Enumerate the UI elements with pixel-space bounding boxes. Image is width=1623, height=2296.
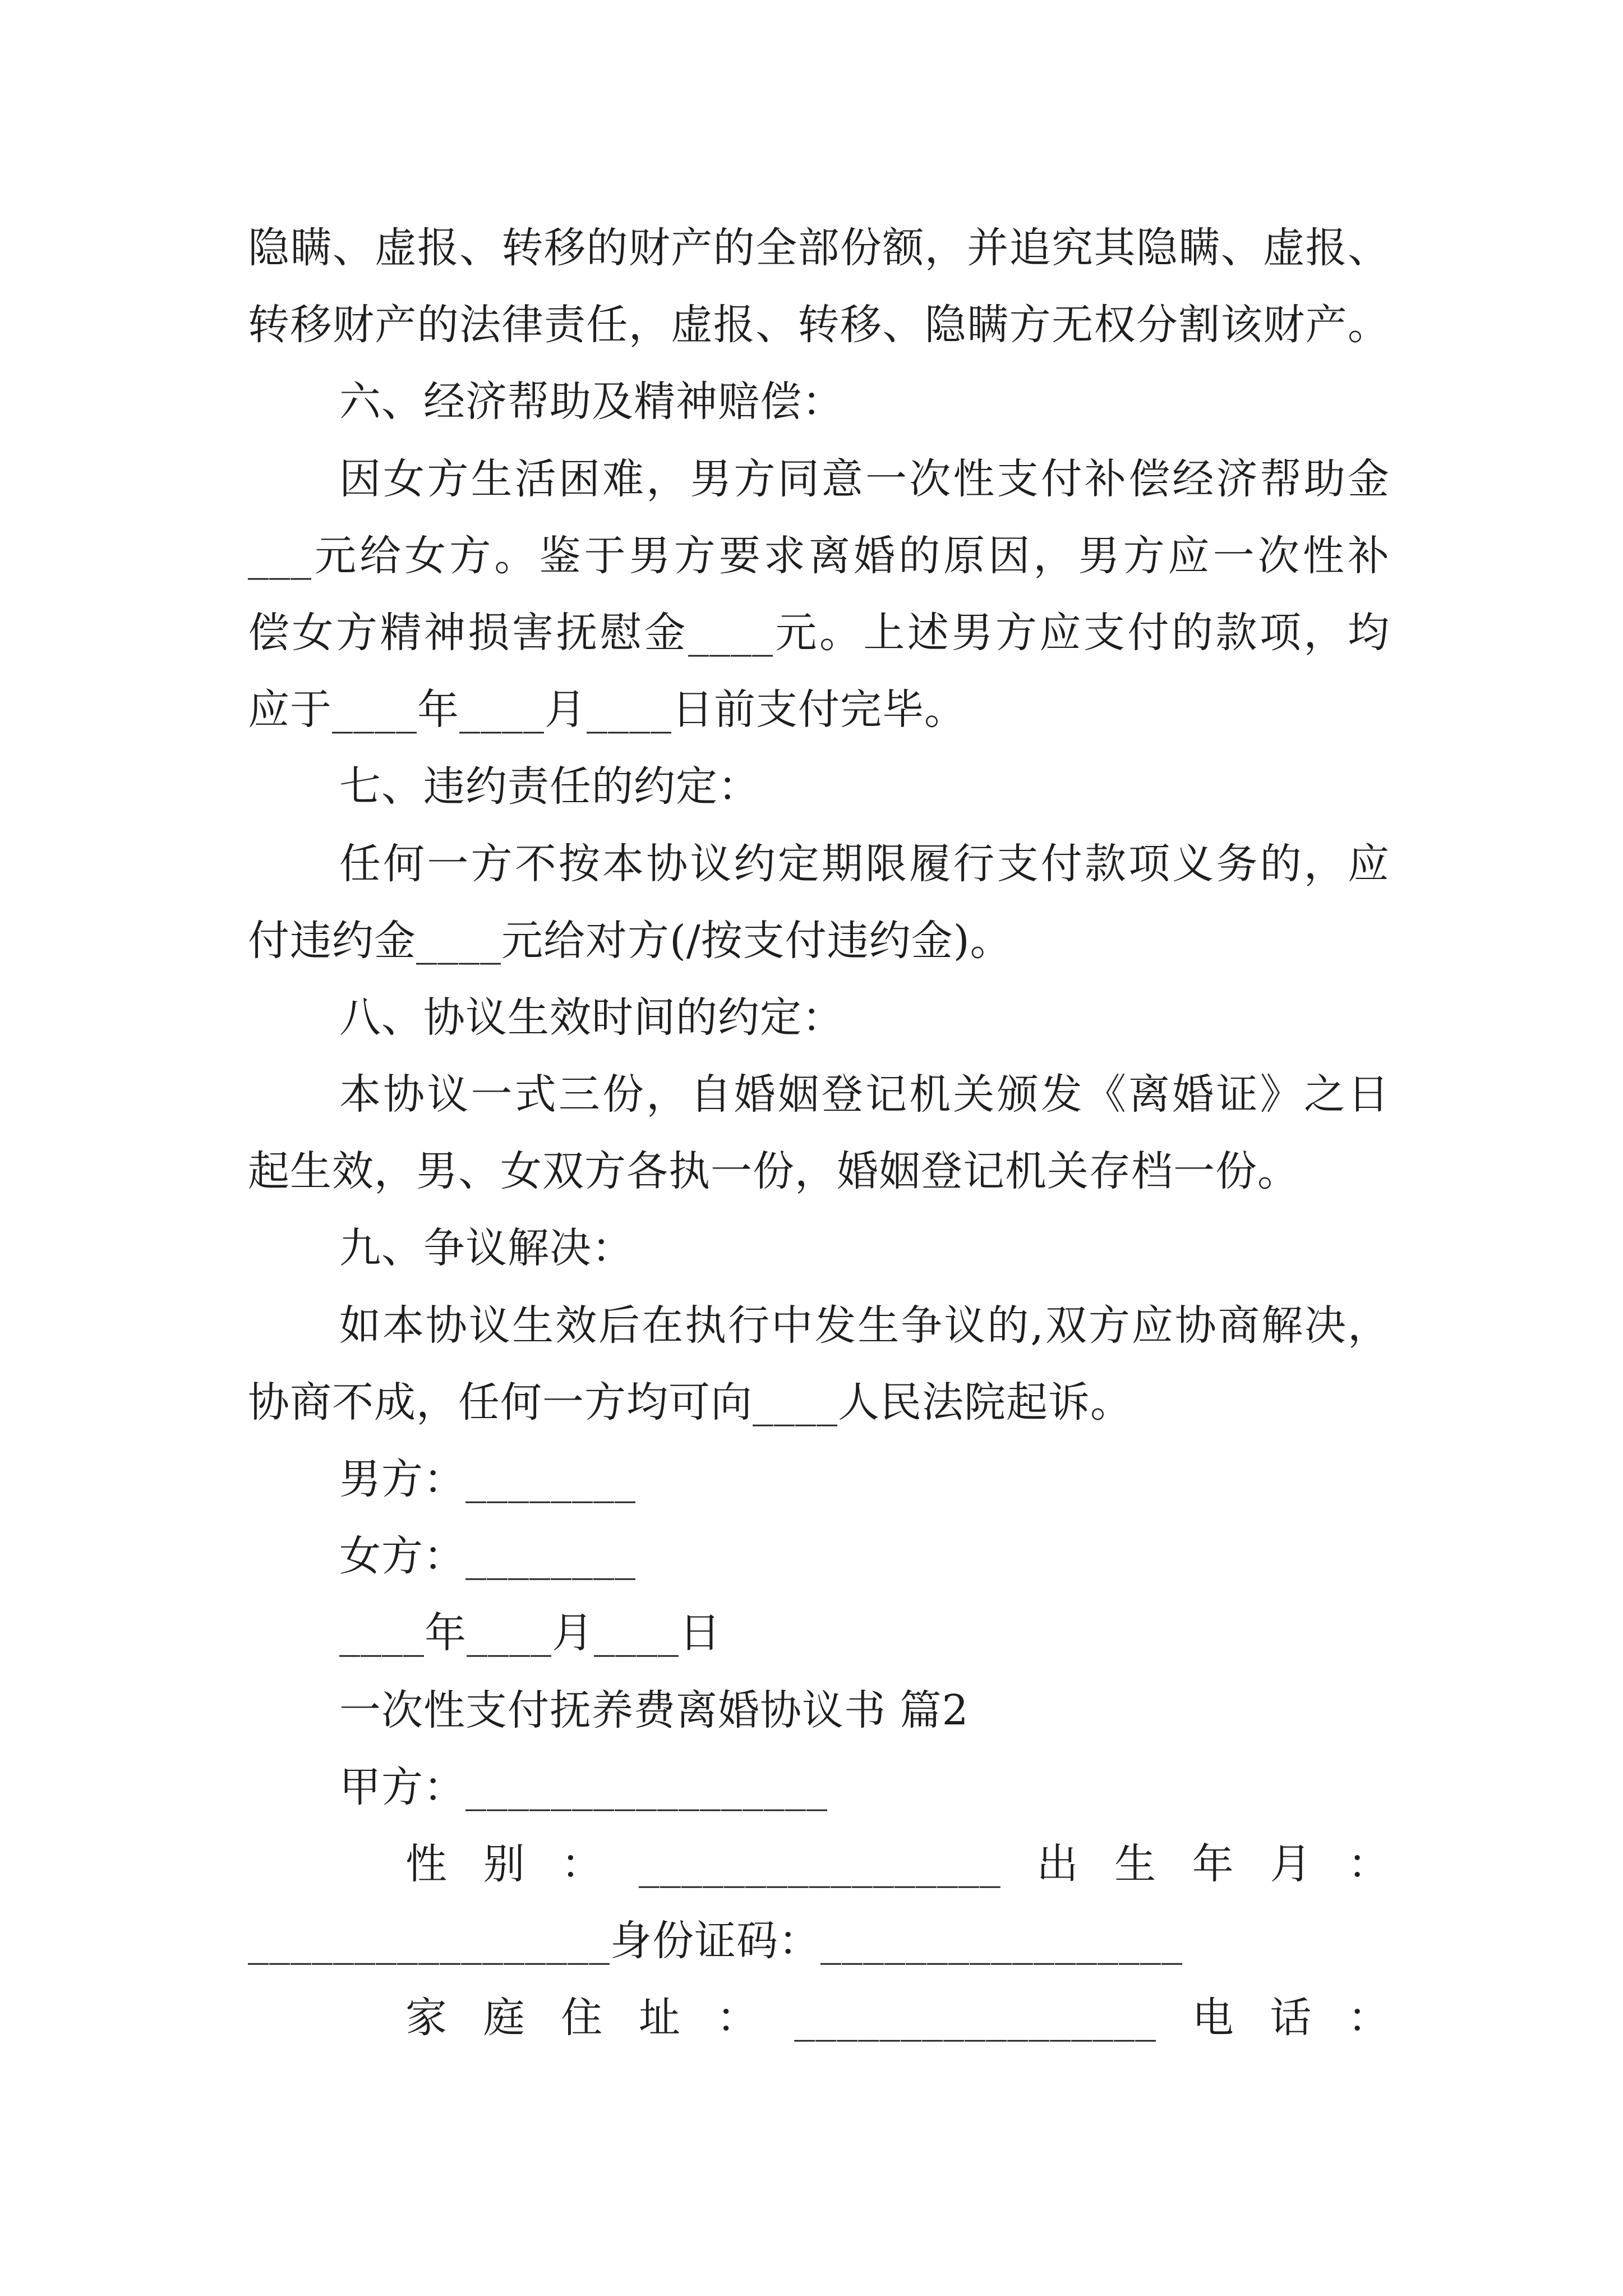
document-body [248,210,1390,2057]
clause-6-text-line: 偿女方精神损害抚慰金____元。上述男方应支付的款项，均 [248,608,1390,657]
clause-8-text-line: 本协议一式三份，自婚姻登记机关颁发《离婚证》之日 [339,1070,1390,1119]
clause-8-text-line: 起生效，男、女双方各执一份，婚姻登记机关存档一份。 [248,1147,1299,1196]
clause-6-text-line: 应于____年____月____日前支付完毕。 [248,685,966,734]
clause-6-heading: 六、经济帮助及精神赔偿： [339,378,844,426]
party-a-gender-birth-line: 性别：_________________出生年月： [405,1839,1390,1888]
clause-9-heading: 九、争议解决： [339,1224,634,1273]
clause-6-text-line: 因女方生活困难，男方同意一次性支付补偿经济帮助金 [339,454,1390,503]
clause-8-heading: 八、协议生效时间的约定： [339,993,844,1042]
clause-7-text-line: 任何一方不按本协议约定期限履行支付款项义务的，应 [339,839,1390,888]
signature-female-line: 女方：________ [339,1532,636,1581]
agreement-2-title: 一次性支付抚养费离婚协议书 篇2 [339,1686,969,1734]
clause-9-text-line: 协商不成，任何一方均可向____人民法院起诉。 [248,1378,1132,1427]
party-a-name-line: 甲方：_________________ [339,1763,828,1811]
clause-5-text-line: 转移财产的法律责任，虚报、转移、隐瞒方无权分割该财产。 [248,301,1390,349]
signature-male-line: 男方：________ [339,1455,636,1503]
party-a-id-number-line: _________________身份证码：_________________ [248,1917,1183,1966]
clause-9-text-line: 如本协议生效后在执行中发生争议的,双方应协商解决， [339,1301,1390,1350]
clause-6-text-line: ___元给女方。鉴于男方要求离婚的原因，男方应一次性补 [248,531,1390,580]
clause-5-text-line: 隐瞒、虚报、转移的财产的全部份额，并追究其隐瞒、虚报、 [248,224,1390,272]
clause-7-text-line: 付违约金____元给对方(/按支付违约金)。 [248,916,1012,965]
signature-date-line: ____年____月____日 [339,1609,721,1658]
party-a-address-phone-line: 家庭住址：_________________电话： [405,1994,1390,2042]
clause-7-heading: 七、违约责任的约定： [339,762,760,811]
